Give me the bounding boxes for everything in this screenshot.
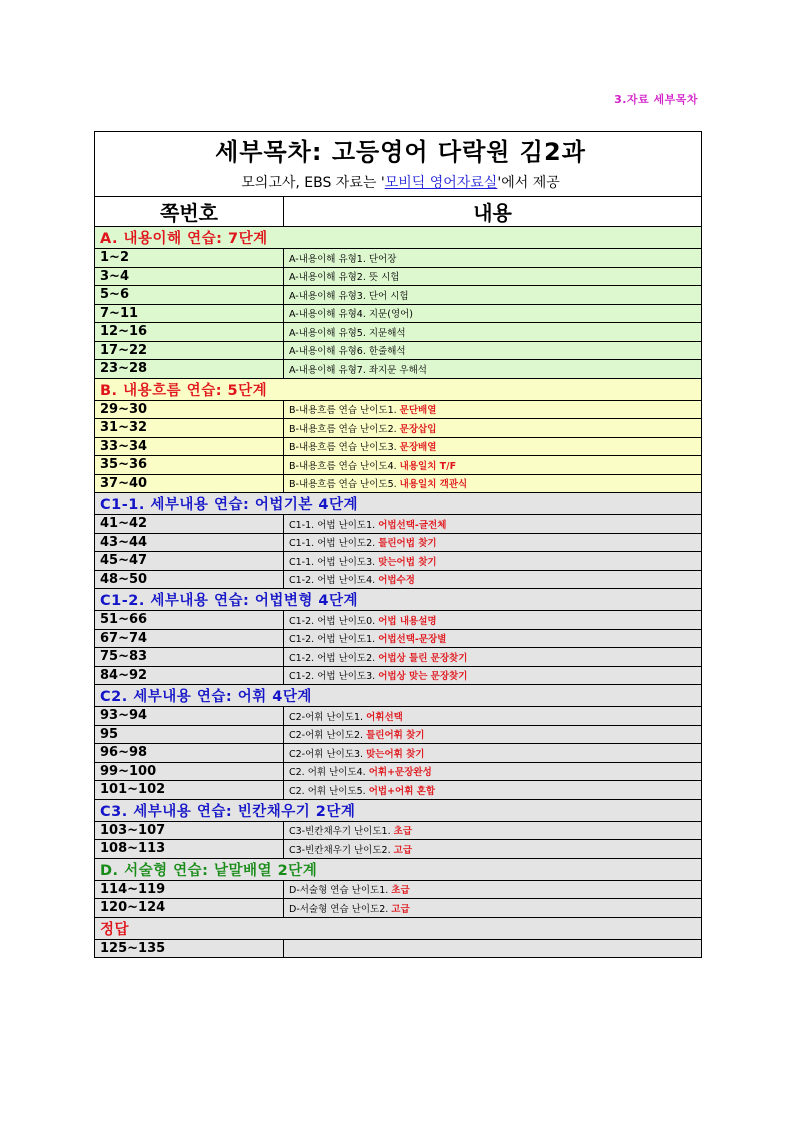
page-range: 125~135 [95,939,284,958]
description-text: A-내용이해 유형5. 지문해석 [289,327,406,339]
table-row [95,781,702,800]
table-row [95,323,702,342]
section-row [95,858,702,880]
page-range: 120~124 [95,899,284,918]
description-highlight: 맞는어법 찾기 [378,556,437,568]
description-highlight: 고급 [391,903,410,915]
description-text: C2-어휘 난이도3. [289,748,367,760]
description-highlight: 문단배열 [399,405,437,417]
description-text: A-내용이해 유형4. 지문(영어) [289,309,414,321]
page-range: 33~34 [95,437,284,456]
description-highlight: 어휘선택 [366,711,403,723]
description-text: C1-2. 어법 난이도0. [289,615,379,627]
table-row [95,939,702,958]
page-range: 5~6 [95,286,284,305]
section-row [95,917,702,939]
page-range: 108~113 [95,840,284,859]
section-row [95,685,702,707]
content-description [284,341,702,360]
table-row [95,304,702,323]
description-text: D-서술형 연습 난이도2. [289,903,392,915]
page-range: 37~40 [95,474,284,493]
page-range: 48~50 [95,570,284,589]
table-row [95,474,702,493]
content-description [284,474,702,493]
section-row [95,799,702,821]
table-row [95,437,702,456]
table-row [95,249,702,268]
description-highlight: 문장삽입 [399,423,437,435]
description-text: B-내용흐름 연습 난이도1. [289,405,400,417]
content-description [284,437,702,456]
column-header-page: 쪽번호 [95,197,284,227]
description-highlight: 어법선택-문장별 [378,634,447,646]
table-row [95,666,702,685]
description-text: C2-어휘 난이도2. [289,730,367,742]
table-row [95,840,702,859]
content-description [284,552,702,571]
column-header-content: 내용 [284,197,702,227]
content-description [284,725,702,744]
table-row [95,533,702,552]
description-highlight: 어법상 틀린 문장찾기 [378,652,468,664]
description-text: C1-2. 어법 난이도4. [289,575,379,587]
content-description [284,707,702,726]
content-description [284,611,702,630]
description-text: B-내용흐름 연습 난이도5. [289,479,400,491]
table-row [95,552,702,571]
content-description [284,648,702,667]
content-description [284,899,702,918]
section-title: 정답 [95,917,702,939]
description-text: A-내용이해 유형3. 단어 시험 [289,290,409,302]
description-text: A-내용이해 유형6. 한줄해석 [289,346,406,358]
description-text: A-내용이해 유형7. 좌지문 우해석 [289,364,427,376]
subtitle-suffix: '에서 제공 [497,174,560,191]
description-highlight: 내용일치 객관식 [399,479,468,491]
table-row [95,360,702,379]
description-highlight: 틀린어법 찾기 [378,538,437,550]
description-highlight: 어법+어휘 혼합 [368,785,436,797]
description-text: A-내용이해 유형2. 뜻 시험 [289,272,400,284]
page-range: 31~32 [95,419,284,438]
table-row [95,419,702,438]
description-highlight: 초급 [393,826,412,838]
document-subtitle [95,167,702,197]
content-description [284,744,702,763]
description-text: C1-2. 어법 난이도1. [289,634,379,646]
description-text: A-내용이해 유형1. 단어장 [289,253,397,265]
section-title: C2. 세부내용 연습: 어휘 4단계 [95,685,702,707]
table-row [95,341,702,360]
table-row [95,762,702,781]
content-description [284,821,702,840]
table-row [95,821,702,840]
page-range: 23~28 [95,360,284,379]
page-label: 3.자료 세부목차 [614,93,698,106]
content-description [284,267,702,286]
table-row [95,570,702,589]
description-highlight: 맞는어휘 찾기 [366,748,425,760]
page-range: 29~30 [95,400,284,419]
page-range: 75~83 [95,648,284,667]
description-text: B-내용흐름 연습 난이도4. [289,460,400,472]
content-description [284,840,702,859]
column-header-row [95,197,702,227]
description-text: C1-1. 어법 난이도1. [289,519,379,531]
description-text: B-내용흐름 연습 난이도2. [289,423,400,435]
section-row [95,378,702,400]
description-highlight: 문장배열 [399,442,437,454]
description-text: C2. 어휘 난이도4. [289,767,369,779]
subtitle-prefix: 모의고사, EBS 자료는 ' [241,174,385,191]
page-range: 35~36 [95,456,284,475]
description-text: C1-1. 어법 난이도2. [289,538,379,550]
content-description [284,323,702,342]
description-highlight: 어법상 맞는 문장찾기 [378,671,468,683]
page-range: 84~92 [95,666,284,685]
content-description [284,249,702,268]
page-range: 95 [95,725,284,744]
content-description [284,629,702,648]
page-range: 12~16 [95,323,284,342]
resource-link[interactable]: 모비딕 영어자료실 [384,174,498,191]
title-row [95,132,702,168]
table-row [95,648,702,667]
description-highlight: 틀린어휘 찾기 [366,730,425,742]
content-description [284,304,702,323]
content-description [284,666,702,685]
page-range: 51~66 [95,611,284,630]
description-highlight: 내용일치 T/F [399,460,457,472]
page-range: 3~4 [95,267,284,286]
section-title: A. 내용이해 연습: 7단계 [95,227,702,249]
table-row [95,515,702,534]
page-range: 7~11 [95,304,284,323]
content-description [284,533,702,552]
table-row [95,456,702,475]
description-highlight: 어법선택-글전체 [378,519,447,531]
table-row [95,725,702,744]
content-description [284,781,702,800]
page-range: 101~102 [95,781,284,800]
description-highlight: 초급 [391,885,410,897]
content-description [284,762,702,781]
description-text: C1-1. 어법 난이도3. [289,556,379,568]
description-text: D-서술형 연습 난이도1. [289,885,392,897]
description-text: C1-2. 어법 난이도2. [289,652,379,664]
table-row [95,629,702,648]
page-range: 114~119 [95,880,284,899]
content-description [284,286,702,305]
content-description [284,570,702,589]
section-row [95,493,702,515]
description-highlight: 어법 내용설명 [378,615,437,627]
section-title: C3. 세부내용 연습: 빈칸채우기 2단계 [95,799,702,821]
section-title: C1-1. 세부내용 연습: 어법기본 4단계 [95,493,702,515]
page-range: 93~94 [95,707,284,726]
page-range: 43~44 [95,533,284,552]
table-row [95,880,702,899]
document-title: 세부목차: 고등영어 다락원 김2과 [95,132,702,168]
page-range: 96~98 [95,744,284,763]
section-title: B. 내용흐름 연습: 5단계 [95,378,702,400]
table-row [95,707,702,726]
content-description [284,939,702,958]
description-text: C1-2. 어법 난이도3. [289,671,379,683]
description-text: C3-빈칸채우기 난이도1. [289,826,394,838]
page-range: 103~107 [95,821,284,840]
content-description [284,880,702,899]
page-range: 67~74 [95,629,284,648]
table-row [95,744,702,763]
section-row [95,589,702,611]
page-range: 45~47 [95,552,284,571]
page-range: 17~22 [95,341,284,360]
content-description [284,400,702,419]
table-row [95,899,702,918]
content-description [284,515,702,534]
description-highlight: 어법수정 [378,575,415,587]
table-row [95,286,702,305]
page-range: 1~2 [95,249,284,268]
description-text: C3-빈칸채우기 난이도2. [289,844,394,856]
page-range: 41~42 [95,515,284,534]
description-highlight: 고급 [393,844,412,856]
toc-table [94,131,702,958]
page-range: 99~100 [95,762,284,781]
description-text: C2-어휘 난이도1. [289,711,367,723]
section-title: D. 서술형 연습: 낱말배열 2단계 [95,858,702,880]
content-description [284,419,702,438]
description-text: C2. 어휘 난이도5. [289,785,369,797]
description-text: B-내용흐름 연습 난이도3. [289,442,400,454]
table-row [95,400,702,419]
description-highlight: 어휘+문장완성 [368,767,432,779]
table-row [95,267,702,286]
table-row [95,611,702,630]
section-row [95,227,702,249]
subtitle-row [95,167,702,197]
section-title: C1-2. 세부내용 연습: 어법변형 4단계 [95,589,702,611]
content-description [284,360,702,379]
content-description [284,456,702,475]
